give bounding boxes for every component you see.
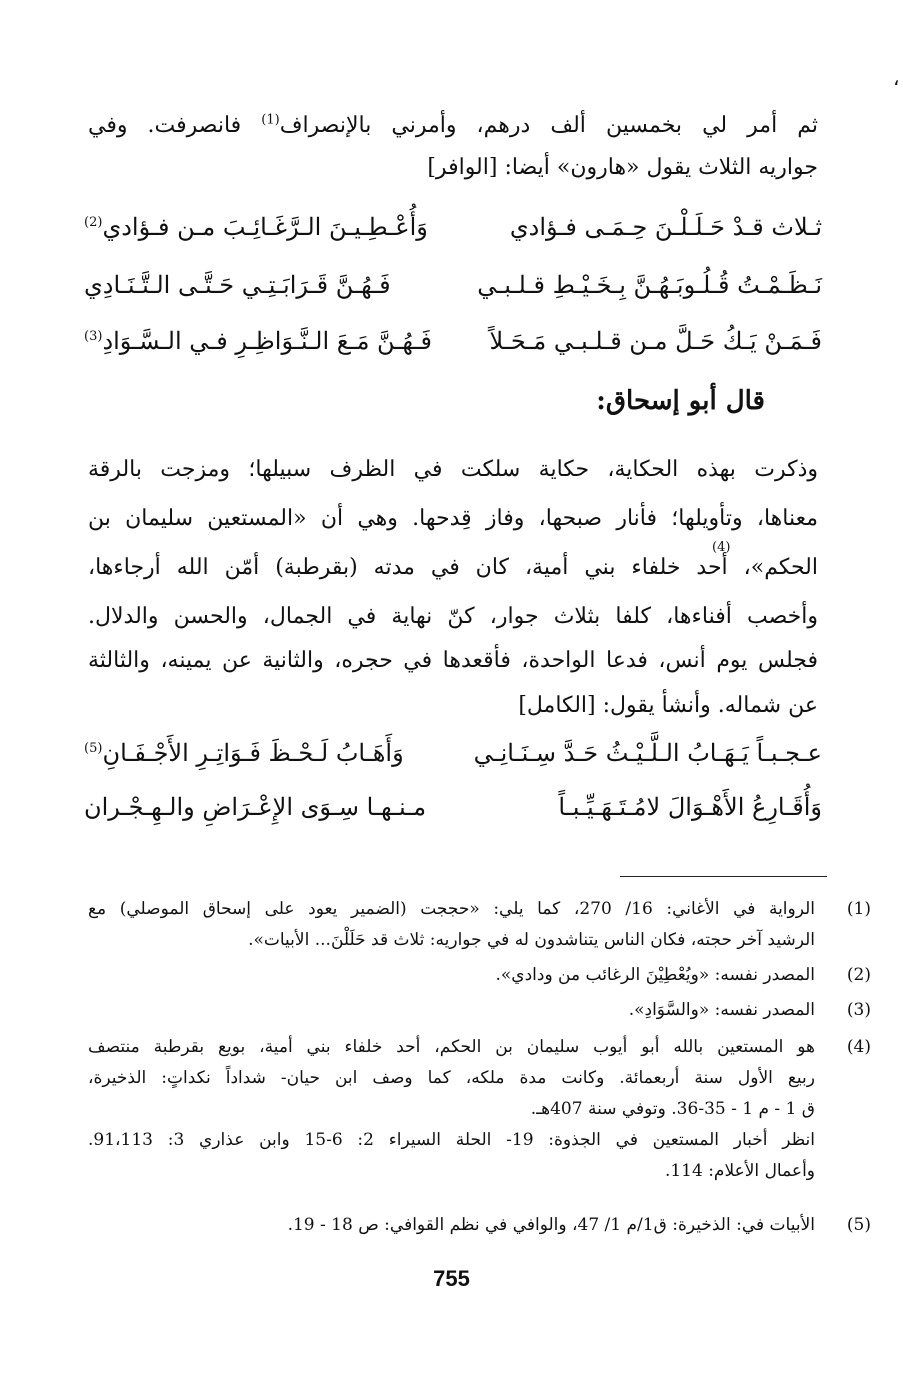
footnote-number: (3) [846, 1000, 871, 1020]
intro-line-1 [88, 104, 818, 148]
verse-first-hemistich: وَأُقَـارِعُ الأَهْـوَالَ لامُـتَـهَـيِّـبـاً [558, 793, 822, 821]
footnote-separator [620, 876, 827, 877]
prose-line-5: فجلس يوم أنس، فدعا الواحدة، فأقعدها في حجره، والثانية عن يمينه، والثالثة [88, 648, 818, 673]
intro-line-1-text: ثم أمر لي بخمسين ألف درهم، وأمرني بالإنصراف [279, 113, 818, 138]
verse-second-hemistich: مـنـهـا سِـوَى الإِعْـرَاضِ والـهِـجْـران [84, 793, 427, 821]
footnote-2 [88, 960, 871, 991]
prose-line-2: معناها، وتأويلها؛ فأنار صبحها، وفاز قِدحها. وهي أن «المستعين سليمان بن [88, 506, 818, 531]
verse-second-hemistich: وَأَهَـابُ لَـحْـظَ فَـوَاتِـرِ الأَجْـفَـانِ$^{(5)}$ [84, 739, 404, 767]
footnote-line: الرواية في الأغاني: 16/ 270، كما يلي: «حججت (الضمير يعود على إسحاق الموصلي) مع [88, 899, 816, 919]
verse-first-hemistich: نَـظَـمْـتُ قُـلُـوبَـهُـنَّ بِـخَـيْـطِ قـلـبـي [477, 271, 822, 299]
footnote-line: انظر أخبار المستعين في الجذوة: 19- الحلة السيراء 2: 6-15 وابن عذاري 3: 91،113. [88, 1130, 816, 1150]
footnote-number: (5) [846, 1215, 871, 1235]
intro-line-2: جواريه الثلاث يقول «هارون» أيضا: [الوافر] [427, 155, 818, 180]
prose-line-1: وذكرت بهذه الحكاية، حكاية سلكت في الظرف سبيلها؛ ومزجت بالرقة [88, 457, 818, 482]
verse-row [84, 316, 822, 366]
footnote-line: المصدر نفسه: «ويُعْطِيْنَ الرغائب من ودادي». [495, 965, 815, 985]
footnote-line: ق 1 - م 1 - 35-36. وتوفي سنة 407هـ. [530, 1099, 815, 1119]
footnote-1 [88, 894, 871, 956]
verse-row [84, 202, 822, 252]
verse-first-hemistich: فَـمَـنْ يَـكُ حَـلَّ مـن قـلـبـي مَـحَـلاً [489, 327, 822, 355]
margin-mark: ، [893, 66, 900, 90]
footnote-number: (1) [846, 899, 871, 919]
footnote-number: (2) [846, 965, 871, 985]
footnote-3 [88, 995, 871, 1026]
verse-second-hemistich: وَأُعْـطِـيـنَ الـرَّغَـائِـبَ مـن فـؤادي$^{(2)}$ [84, 213, 428, 241]
verse-first-hemistich: عـجـبـاً يَـهَـابُ الـلَّـيْـثُ حَـدَّ سِـنَـانِـي [473, 739, 822, 767]
intro-line-1-tail: فانصرفت. وفي [88, 113, 242, 138]
footnote-line: الأبيات في: الذخيرة: ق1/م 1/ 47، والوافي في نظم القوافي: ص 18 - 19. [287, 1215, 815, 1235]
prose-line-4: وأخصب أفناءها، كلفا بثلاث جوار، كنّ نهاية في الجمال، والحسن والدلال. [88, 604, 818, 629]
prose-line-6: عن شماله. وأنشأ يقول: [الكامل] [518, 693, 818, 718]
verse-row [84, 782, 822, 832]
page-number: 755 [433, 1266, 470, 1291]
prose-line-3: الحكم»، أحد خلفاء بني أمية، كان في مدته (بقرطبة) أمّن الله أرجاءها، [88, 555, 818, 580]
footnote-ref-5[interactable]: (5) [84, 741, 103, 756]
footnote-ref-1[interactable]: (1) [261, 112, 280, 128]
footnote-5 [88, 1210, 871, 1241]
verse-first-hemistich: ثـلاث قـدْ حَـلَـلْـنَ حِـمَـى فـؤادي [509, 213, 822, 241]
footnote-line: الرشيد آخر حجته، فكان الناس يتناشدون له في جواريه: ثلاث قد حَلَلْنَ... الأبيات». [248, 930, 815, 950]
verse-row [84, 260, 822, 310]
footnote-line: المصدر نفسه: «والسَّوَادِ». [628, 1000, 815, 1020]
verse-second-hemistich: فَـهُـنَّ قَـرَابَـتِـي حَـتَّـى الـتَّـنَـادِي [84, 271, 391, 299]
verse-second-hemistich: فَـهُـنَّ مَـعَ الـنَّـوَاظِـرِ فـي الـسَّـوَادِ$^{(3)}$ [84, 327, 432, 355]
footnote-line: ربيع الأول سنة أربعمائة. وكانت مدة ملكه، كما وصف ابن حيان- شداداً نكداتٍ: الذخيرة، [88, 1068, 815, 1088]
footnote-line: وأعمال الأعلام: 114. [664, 1161, 815, 1181]
footnote-4 [88, 1032, 871, 1187]
section-heading: قال أبو إسحاق: [596, 386, 765, 416]
book-page: ، ثم أمر لي بخمسين ألف درهم، وأمرني بالإنصراف$^{(1)}$ فانصرفت. وفي جواريه الثلاث يقول «هارون» أيضا: [الوافر] ثـلاث قـدْ حَـلَـلْـنَ حِـمَـى فـؤادي وَأُعْـطِـيـنَ الـرَّغَـائِـبَ مـن فـؤادي$^{(2)}$ نَـظَـمْـتُ قُـلُـوبَـهُـنَّ بِـخَـيْـطِ قـلـبـي فَـهُـنَّ قَـرَابَـتِـي حَـتَّـى الـتَّـنَـادِي فَـمَـنْ يَـكُ حَـلَّ مـن قـلـبـي مَـحَـلاً فَـهُـنَّ مَـعَ الـنَّـوَاظِـرِ فـي الـسَّـوَادِ$^{(3)}$ قال أبو إسحاق: وذكرت بهذه الحكاية، حكاية سلكت في الظرف سبيلها؛ ومزجت بالرقة معناها، وتأويلها؛ فأنار صبحها، وفاز قِدحها. وهي أن «المستعين سليمان بن الحكم»، أحد خلفاء بني أمية، كان في مدته (بقرطبة) أمّن الله أرجاءها، (4) وأخصب أفناءها، كلفا بثلاث جوار، كنّ نهاية في الجمال، والحسن والدلال. فجلس يوم أنس، فدعا الواحدة، فأقعدها في حجره، والثانية عن يمينه، والثالثة عن شماله. وأنشأ يقول: [الكامل] عـجـبـاً يَـهَـابُ الـلَّـيْـثُ حَـدَّ سِـنَـانِـي وَأَهَـابُ لَـحْـظَ فَـوَاتِـرِ الأَجْـفَـانِ$^{(5)}$ وَأُقَـارِعُ الأَهْـوَالَ لامُـتَـهَـيِّـبـاً مـنـهـا سِـوَى الإِعْـرَاضِ والـهِـجْـران (1) الرواية في الأغاني: 16/ 270، كما يلي: «حججت (الضمير يعود على إسحاق الموصلي) مع الرشيد آخر حجته، فكان الناس يتناشدون له في جواريه: ثلاث قد حَلَلْنَ... الأبيات». (2) المصدر نفسه: «ويُعْطِيْنَ الرغائب من ودادي». (3) المصدر نفسه: «والسَّوَادِ». (4) هو المستعين بالله أبو أيوب سليمان بن الحكم، أحد خلفاء بني أمية، بويع بقرطبة منتصف ربيع الأول سنة أربعمائة. وكانت مدة ملكه، كما وصف ابن حيان- شداداً نكداتٍ: الذخيرة، ق 1 - م 1 - 35-36. وتوفي سنة 407هـ. انظر أخبار المستعين في الجذوة: 19- الحلة السيراء 2: 6-15 وابن عذاري 3: 91،113. وأعمال الأعلام: 114. (5) الأبيات في: الذخيرة: ق1/م 1/ 47، والوافي في نظم القوافي: ص 18 - 19. 755 [0, 0, 903, 1380]
footnote-number: (4) [846, 1037, 871, 1057]
footnote-ref-3[interactable]: (3) [84, 329, 103, 344]
verse-row [84, 728, 822, 778]
footnote-line: هو المستعين بالله أبو أيوب سليمان بن الحكم، أحد خلفاء بني أمية، بويع بقرطبة منتصف [88, 1037, 815, 1057]
footnote-ref-2[interactable]: (2) [84, 215, 103, 230]
